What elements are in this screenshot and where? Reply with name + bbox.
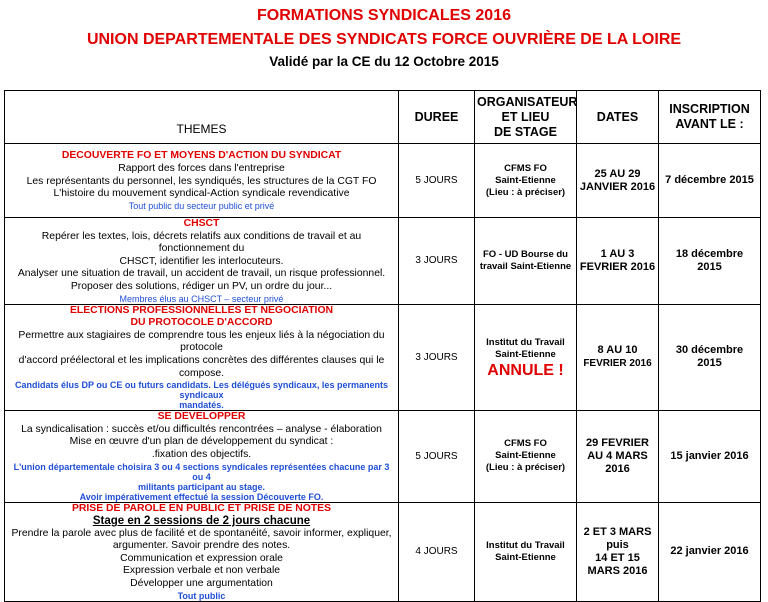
- table-row: [5, 502, 761, 601]
- org-line: (Lieu : à préciser): [485, 462, 566, 474]
- org-line: Saint-Etienne: [495, 450, 556, 462]
- col-themes: THEMES: [5, 91, 399, 144]
- title-line-2: UNION DEPARTEMENTALE DES SYNDICATS FORCE OUVRIÈRE DE LA LOIRE: [86, 31, 682, 48]
- training-table: [4, 90, 761, 602]
- insc-line: 2015: [697, 357, 722, 370]
- theme-public: Membres élus au CHSCT – secteur privé: [119, 293, 284, 304]
- org-cell: [475, 304, 577, 411]
- theme-cell: [5, 144, 399, 218]
- theme-line: Prendre la parole avec plus de facilité et de spontanéité, savoir informer, expliquer,: [11, 527, 392, 539]
- org-line: CFMS FO: [504, 438, 547, 450]
- dates-line: JANVIER 2016: [579, 180, 656, 193]
- title-line-1: FORMATIONS SYNDICALES 2016: [257, 7, 511, 24]
- theme-subtitle: Stage en 2 sessions de 2 jours chacune: [92, 515, 311, 528]
- org-line: Saint-Etienne: [495, 349, 556, 361]
- dates-line: puis: [606, 538, 629, 551]
- duree-cell: 3 JOURS: [399, 218, 475, 305]
- theme-line: d'accord préélectoral et les implications concrètes des différentes clauses qui le: [18, 354, 385, 366]
- duree-cell: 5 JOURS: [399, 144, 475, 218]
- theme-public: militants participant au stage.: [137, 481, 266, 492]
- theme-title: DECOUVERTE FO ET MOYENS D'ACTION DU SYNDICAT: [61, 150, 342, 162]
- theme-line: argumenter. Savoir prendre des notes.: [112, 540, 291, 552]
- dates-line: 25 AU 29: [594, 167, 641, 180]
- theme-public: L'union départementale choisira 3 ou 4 sections syndicales représentées chacune par 3 ou 4: [13, 461, 390, 482]
- theme-title: SE DEVELOPPER: [157, 411, 246, 423]
- table-row: [5, 144, 761, 218]
- theme-title: DU PROTOCOLE D'ACCORD: [130, 317, 273, 329]
- dates-line: FEVRIER 2016: [579, 260, 656, 273]
- col-insc-line: AVANT LE :: [675, 117, 744, 131]
- theme-line: Rapport des forces dans l'entreprise: [118, 162, 285, 174]
- theme-line: Proposer des solutions, rédiger un PV, un ordre du jour...: [70, 280, 333, 292]
- org-line: FO - UD Bourse du: [483, 248, 568, 260]
- insc-line: 2015: [697, 260, 722, 273]
- theme-public: Candidats élus DP ou CE ou futurs candidats. Les délégués syndicaux, les permanents syndicaux: [15, 380, 388, 401]
- theme-title: PRISE DE PAROLE EN PUBLIC ET PRISE DE NOTES: [71, 502, 332, 514]
- dates-line: 8 AU 10: [597, 344, 638, 357]
- theme-line: Permettre aux stagiaires de comprendre tous les enjeux liés à la négociation du protocole: [18, 329, 385, 354]
- dates-cell: [577, 304, 659, 411]
- dates-cell: [577, 144, 659, 218]
- theme-title: CHSCT: [183, 218, 220, 229]
- theme-cell: [5, 411, 399, 502]
- theme-line: La syndicalisation : succès et/ou difficultés rencontrées – analyse - élaboration: [21, 423, 382, 435]
- col-dates: DATES: [577, 91, 659, 144]
- dates-cell: [577, 502, 659, 601]
- dates-cell: [577, 218, 659, 305]
- dates-line: FEVRIER 2016: [583, 358, 652, 370]
- col-organisateur: [475, 91, 577, 144]
- insc-line: 18 décembre: [675, 247, 744, 260]
- org-line: Saint-Etienne: [495, 551, 556, 563]
- org-line: travail Saint-Etienne: [479, 260, 572, 272]
- table-row: [5, 411, 761, 502]
- org-cell: [475, 218, 577, 305]
- table-header-row: [5, 91, 761, 144]
- inscription-cell: [659, 304, 761, 411]
- insc-line: 30 décembre: [675, 344, 744, 357]
- dates-line: 1 AU 3: [600, 247, 635, 260]
- inscription-cell: 7 décembre 2015: [659, 144, 761, 218]
- duree-cell: 5 JOURS: [399, 411, 475, 502]
- theme-line: CHSCT, identifier les interlocuteurs.: [119, 255, 284, 267]
- org-line: Institut du Travail: [486, 337, 565, 349]
- theme-line: Communication et expression orale: [120, 552, 283, 564]
- annule-label: ANNULE !: [487, 362, 564, 380]
- inscription-cell: 22 janvier 2016: [659, 502, 761, 601]
- col-org-line: DE STAGE: [494, 124, 557, 139]
- theme-public: Avoir impérativement effectué la session Découverte FO.: [79, 491, 324, 502]
- subtitle: Validé par la CE du 12 Octobre 2015: [269, 54, 499, 69]
- table-row: [5, 218, 761, 305]
- dates-line: AU 4 MARS: [587, 449, 648, 462]
- col-inscription: [659, 91, 761, 144]
- dates-cell: [577, 411, 659, 502]
- org-cell: [475, 502, 577, 601]
- col-org-line: ET LIEU: [501, 109, 550, 124]
- inscription-cell: [659, 218, 761, 305]
- col-duree: DUREE: [399, 91, 475, 144]
- org-cell: [475, 411, 577, 502]
- dates-line: 2016: [605, 462, 630, 475]
- org-line: Institut du Travail: [486, 539, 565, 551]
- dates-line: 14 ET 15: [595, 551, 640, 564]
- dates-line: 2 ET 3 MARS: [583, 525, 652, 538]
- duree-cell: 3 JOURS: [399, 304, 475, 411]
- theme-line: Expression verbale et non verbale: [122, 565, 281, 577]
- theme-line: .fixation des objectifs.: [151, 448, 252, 460]
- theme-public: mandatés.: [179, 400, 224, 411]
- org-line: (Lieu : à préciser): [485, 186, 566, 198]
- dates-line: 29 FEVRIER: [586, 436, 649, 449]
- theme-public: Tout public: [177, 590, 226, 601]
- theme-line: Repérer les textes, lois, décrets relatifs aux conditions de travail et au fonctionnement du: [41, 230, 362, 255]
- theme-line: compose.: [178, 367, 225, 379]
- org-line: CFMS FO: [504, 162, 547, 174]
- col-org-line: ORGANISATEUR: [477, 94, 578, 109]
- theme-cell: [5, 502, 399, 601]
- theme-title: ELECTIONS PROFESSIONNELLES ET NEGOCIATION: [69, 304, 334, 316]
- theme-line: Les représentants du personnel, les syndiqués, les structures de la CGT FO: [26, 175, 377, 187]
- table-row: [5, 304, 761, 411]
- theme-line: Mise en œuvre d'un plan de développement du syndicat :: [69, 436, 334, 448]
- theme-public: Tout public du secteur public et privé: [128, 200, 275, 211]
- duree-cell: 4 JOURS: [399, 502, 475, 601]
- theme-line: L'histoire du mouvement syndical-Action syndicale revendicative: [53, 188, 350, 200]
- theme-cell: [5, 304, 399, 411]
- theme-line: Développer une argumentation: [130, 578, 273, 590]
- dates-line: MARS 2016: [587, 564, 648, 577]
- org-line: Saint-Etienne: [495, 174, 556, 186]
- org-cell: [475, 144, 577, 218]
- col-insc-line: INSCRIPTION: [669, 102, 750, 116]
- inscription-cell: 15 janvier 2016: [659, 411, 761, 502]
- theme-line: Analyser une situation de travail, un accident de travail, un risque professionnel.: [17, 268, 386, 280]
- theme-cell: [5, 218, 399, 305]
